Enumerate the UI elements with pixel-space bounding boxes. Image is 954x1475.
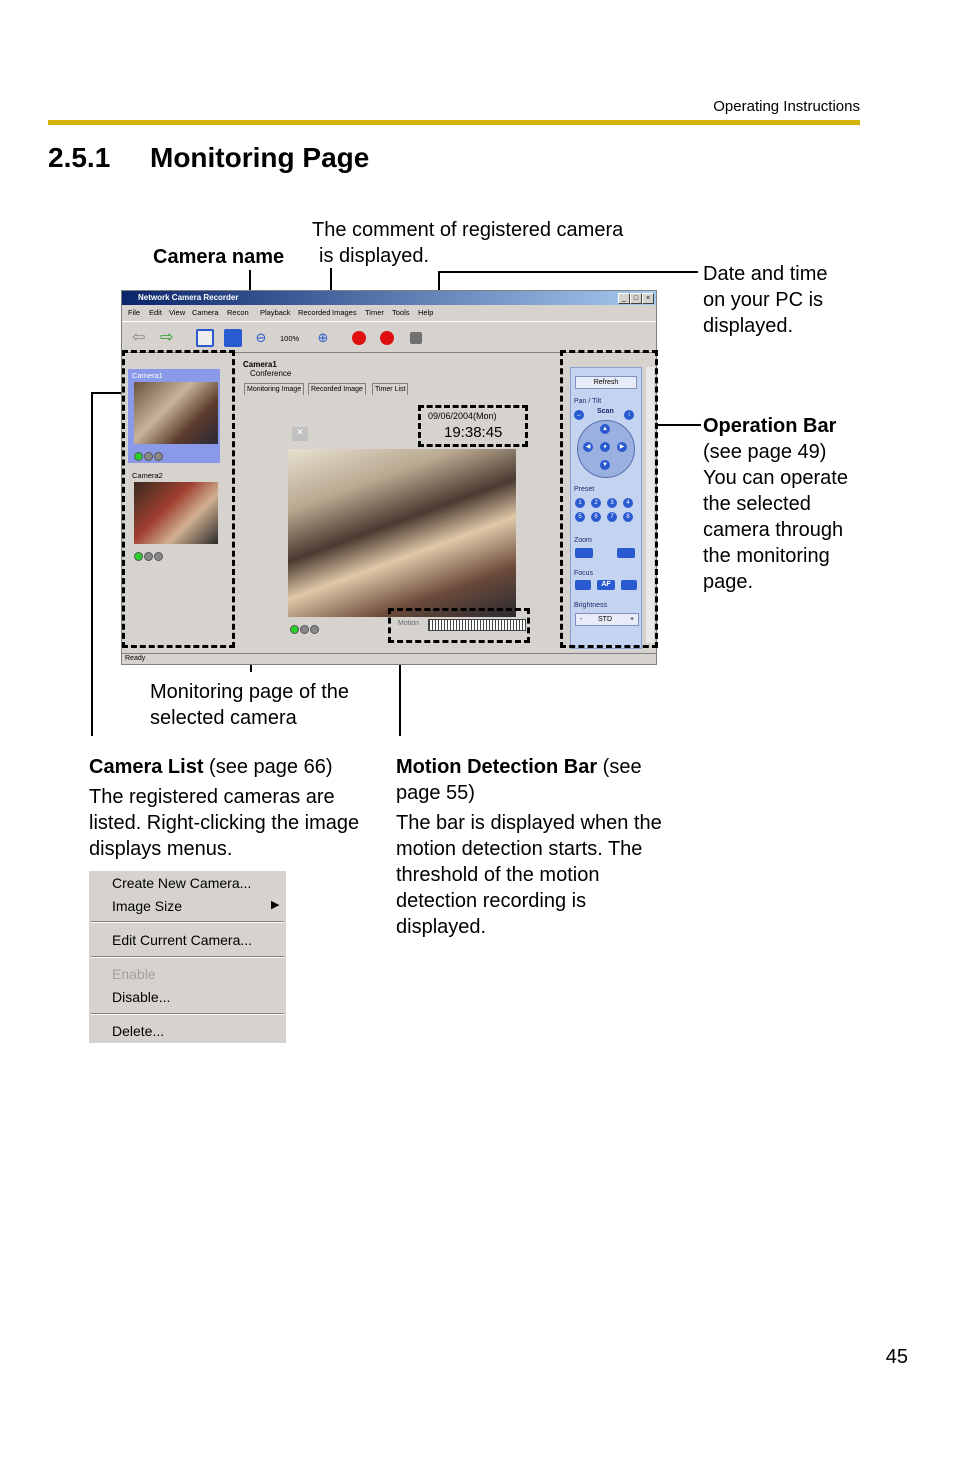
stop-icon[interactable] [410, 332, 422, 344]
menu-item-enable: Enable [112, 966, 156, 982]
context-menu [89, 871, 286, 1043]
brightness-label: Brightness [574, 602, 608, 609]
camera-list-item[interactable]: Camera2 [128, 469, 220, 563]
focus-label: Focus [574, 570, 594, 577]
pan-scan-icon[interactable]: ↔ [576, 412, 582, 418]
status-light-icon [290, 625, 299, 634]
monitoring-view-panel [238, 355, 560, 647]
menu-help[interactable]: Help [418, 308, 434, 317]
window-title-bar: Network Camera Recorder _ □ × [122, 291, 656, 305]
maximize-button[interactable]: □ [630, 293, 642, 304]
section-title: Monitoring Page [150, 142, 370, 173]
zoom-in-icon[interactable]: ⊕ [317, 330, 329, 345]
tilt-down-icon[interactable]: ▼ [600, 460, 610, 470]
menu-tools[interactable]: Tools [392, 308, 410, 317]
tilt-scan-icon[interactable]: ↕ [624, 410, 634, 420]
menu-item-delete[interactable]: Delete... [112, 1023, 165, 1039]
back-arrow-icon[interactable]: ⇦ [132, 329, 146, 346]
camera-comment-label: Conference [250, 369, 292, 378]
running-title: Operating Instructions [713, 98, 860, 115]
brightness-up-button[interactable]: + [630, 616, 635, 623]
motion-label: Motion [398, 620, 420, 627]
page-number: 45 [885, 1346, 908, 1368]
preset-label: Preset [574, 486, 595, 493]
date-time-annotation: Date and time on your PC is displayed. [703, 263, 828, 337]
minimize-button[interactable]: _ [618, 293, 630, 304]
time-display: 19:38:45 [444, 424, 503, 441]
pan-left-icon[interactable]: ◀ [583, 442, 593, 452]
status-light-icon [310, 625, 319, 634]
leader-line [658, 424, 701, 426]
zoom-level: 100% [280, 334, 300, 343]
status-light-icon [300, 625, 309, 634]
brightness-standard-button[interactable]: STD [598, 616, 612, 623]
tab-recorded-image[interactable]: Recorded Image [308, 383, 366, 395]
zoom-label: Zoom [574, 537, 592, 544]
menu-item-disable[interactable]: Disable... [112, 989, 171, 1005]
preset-button[interactable]: 5 [575, 512, 585, 522]
preset-button[interactable]: 3 [607, 498, 617, 508]
date-display: 09/06/2004(Mon) [428, 411, 497, 421]
leader-line [438, 271, 698, 273]
menu-edit[interactable]: Edit [149, 308, 162, 317]
refresh-button[interactable]: Refresh [575, 376, 637, 389]
menu-item-image-size[interactable]: Image Size [112, 898, 183, 914]
preset-button[interactable]: 4 [623, 498, 633, 508]
menu-file[interactable]: File [128, 308, 141, 317]
submenu-arrow-icon: ▶ [271, 899, 280, 911]
menu-recon[interactable]: Recon [227, 308, 249, 317]
camera-name-annotation: Camera name [153, 246, 285, 268]
preset-button[interactable]: 6 [591, 512, 601, 522]
camera-list-annotation: Camera List (see page 66) The registered cameras are listed. Right-clicking the image displays menus. [89, 756, 360, 860]
motion-bar-highlight [388, 608, 530, 643]
preset-button[interactable]: 2 [591, 498, 601, 508]
tab-monitoring-image[interactable]: Monitoring Image [244, 383, 304, 395]
scan-label: Scan [597, 408, 614, 415]
camera-list-highlight [122, 350, 235, 648]
leader-line [91, 392, 93, 736]
status-bar: Ready [122, 653, 656, 665]
auto-focus-button[interactable]: AF [597, 580, 615, 590]
menu-images[interactable]: Images [332, 308, 357, 317]
pan-right-icon[interactable]: ▶ [617, 442, 627, 452]
actual-size-icon[interactable] [224, 329, 242, 347]
operation-bar-annotation: Operation Bar (see page 49) You can operate the selected camera through the monitoring page. [703, 415, 848, 593]
preset-button[interactable]: 1 [575, 498, 585, 508]
date-time-highlight [418, 405, 528, 447]
record-icon[interactable] [352, 331, 366, 345]
menu-item-edit-current-camera[interactable]: Edit Current Camera... [112, 932, 253, 948]
menu-separator [91, 956, 284, 958]
menu-view[interactable]: View [169, 308, 186, 317]
home-position-icon[interactable]: ● [600, 442, 610, 452]
toolbar [122, 321, 656, 353]
timer-record-icon[interactable] [380, 331, 394, 345]
fit-view-icon[interactable] [196, 329, 214, 347]
camera-name-label: Camera1 [243, 360, 277, 369]
menu-recorded[interactable]: Recorded [298, 308, 331, 317]
zoom-out-icon[interactable]: ⊖ [255, 330, 267, 345]
leader-line [91, 392, 123, 394]
close-button[interactable]: × [642, 293, 654, 304]
tab-timer-list[interactable]: Timer List [372, 383, 408, 395]
menu-playback[interactable]: Playback [260, 308, 291, 317]
tilt-up-icon[interactable]: ▲ [600, 424, 610, 434]
menu-camera[interactable]: Camera [192, 308, 219, 317]
menu-separator [91, 1013, 284, 1015]
header-rule [48, 120, 860, 125]
menu-item-create-new-camera[interactable]: Create New Camera... [112, 875, 252, 891]
menu-bar [122, 306, 656, 319]
forward-arrow-icon[interactable]: ⇨ [160, 329, 174, 346]
comment-annotation: The comment of registered camera is displayed. [312, 219, 624, 267]
mute-icon[interactable]: ✕ [292, 427, 308, 441]
camera-live-image[interactable] [288, 449, 516, 617]
brightness-down-button[interactable]: - [580, 616, 583, 623]
pan-tilt-label: Pan / Tilt [574, 398, 602, 405]
menu-separator [91, 921, 284, 923]
preset-button[interactable]: 7 [607, 512, 617, 522]
operation-bar-highlight [560, 350, 658, 648]
motion-detection-annotation: Motion Detection Bar (see page 55) The bar is displayed when the motion detection starts. The threshold of the motion detection recording is displayed. [396, 756, 662, 938]
menu-timer[interactable]: Timer [365, 308, 384, 317]
section-number: 2.5.1 [48, 142, 111, 173]
monitoring-page-annotation: Monitoring page of the selected camera [150, 681, 350, 729]
preset-button[interactable]: 8 [623, 512, 633, 522]
camera-list-item[interactable]: Camera1 [128, 369, 220, 463]
